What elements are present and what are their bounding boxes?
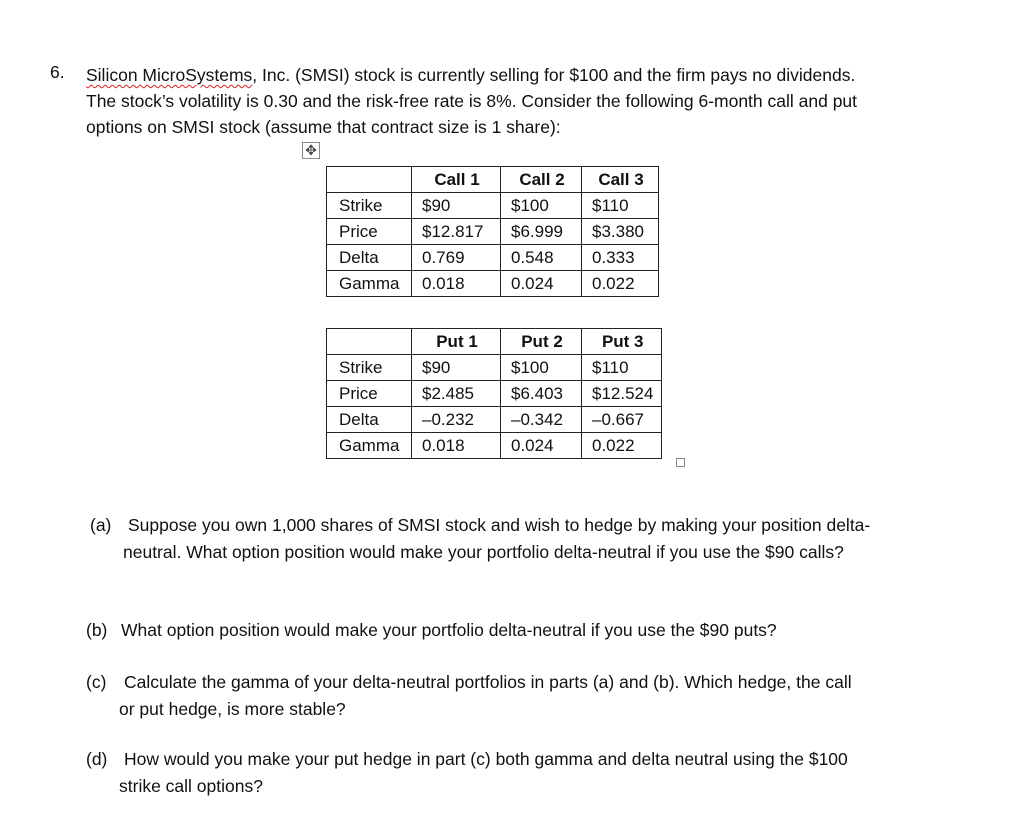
move-arrows-icon[interactable]: ✥	[302, 142, 320, 159]
table-row	[327, 219, 659, 245]
table-cell: $2.485	[412, 381, 501, 407]
table-cell: $110	[582, 193, 659, 219]
header-cell: Put 1	[412, 329, 501, 355]
question-number: 6.	[50, 62, 65, 82]
row-label: Price	[327, 381, 412, 407]
table-cell: –0.232	[412, 407, 501, 433]
row-label: Strike	[327, 355, 412, 381]
part-b	[86, 617, 777, 644]
calls-header-row	[327, 167, 659, 193]
part-a-line-1: Suppose you own 1,000 shares of SMSI stock and wish to hedge by making your position delta-	[128, 515, 871, 535]
table-cell: 0.024	[501, 271, 582, 297]
intro-line-1	[86, 62, 986, 88]
table-cell: $100	[501, 193, 582, 219]
part-c	[86, 669, 852, 723]
row-label: Price	[327, 219, 412, 245]
table-row	[327, 433, 662, 459]
part-d-line-1: How would you make your put hedge in part (c) both gamma and delta neutral using the $100	[124, 749, 848, 769]
table-cell: $90	[412, 355, 501, 381]
table-row	[327, 245, 659, 271]
header-cell	[327, 329, 412, 355]
question-intro	[86, 62, 986, 140]
part-c-tag: (c)	[86, 672, 107, 692]
part-b-line-1: What option position would make your portfolio delta-neutral if you use the $90 puts?	[121, 620, 777, 640]
header-cell: Call 1	[412, 167, 501, 193]
intro-line-1-rest: , Inc. (SMSI) stock is currently selling for $100 and the firm pays no dividends.	[252, 65, 856, 85]
table-cell: 0.333	[582, 245, 659, 271]
row-label: Gamma	[327, 433, 412, 459]
table-cell: 0.022	[582, 271, 659, 297]
table-cell: $6.999	[501, 219, 582, 245]
table-cell: 0.022	[582, 433, 662, 459]
table-cell: –0.667	[582, 407, 662, 433]
header-cell	[327, 167, 412, 193]
row-label: Strike	[327, 193, 412, 219]
header-cell: Put 2	[501, 329, 582, 355]
table-row	[327, 407, 662, 433]
intro-line-2: The stock’s volatility is 0.30 and the risk-free rate is 8%. Consider the following 6-month call and put	[86, 91, 858, 111]
table-row	[327, 381, 662, 407]
company-name-misspelled: Silicon MicroSystems	[86, 65, 253, 85]
table-cell: 0.018	[412, 271, 501, 297]
table-row	[327, 271, 659, 297]
part-d-line-2: strike call options?	[119, 776, 263, 796]
table-cell: $3.380	[582, 219, 659, 245]
header-cell: Put 3	[582, 329, 662, 355]
row-label: Delta	[327, 245, 412, 271]
header-cell: Call 2	[501, 167, 582, 193]
table-cell: –0.342	[501, 407, 582, 433]
part-c-line-2: or put hedge, is more stable?	[119, 699, 346, 719]
table-cell: $12.817	[412, 219, 501, 245]
table-resize-handle[interactable]	[676, 458, 685, 467]
header-cell: Call 3	[582, 167, 659, 193]
part-a	[90, 512, 870, 566]
table-cell: $6.403	[501, 381, 582, 407]
row-label: Gamma	[327, 271, 412, 297]
table-cell: $90	[412, 193, 501, 219]
table-cell: $12.524	[582, 381, 662, 407]
part-a-tag: (a)	[90, 515, 112, 535]
table-cell: 0.018	[412, 433, 501, 459]
intro-line-3: options on SMSI stock (assume that contract size is 1 share):	[86, 117, 561, 137]
part-d-tag: (d)	[86, 749, 108, 769]
table-cell: 0.548	[501, 245, 582, 271]
part-d	[86, 746, 848, 800]
table-cell: 0.024	[501, 433, 582, 459]
part-a-line-2: neutral. What option position would make your portfolio delta-neutral if you use the $90 calls?	[123, 542, 844, 562]
row-label: Delta	[327, 407, 412, 433]
table-row	[327, 193, 659, 219]
part-c-line-1: Calculate the gamma of your delta-neutral portfolios in parts (a) and (b). Which hedge, the call	[124, 672, 852, 692]
table-cell: $100	[501, 355, 582, 381]
part-b-tag: (b)	[86, 620, 108, 640]
table-cell: 0.769	[412, 245, 501, 271]
calls-table	[326, 166, 659, 297]
table-row	[327, 355, 662, 381]
table-cell: $110	[582, 355, 662, 381]
puts-header-row	[327, 329, 662, 355]
puts-table	[326, 328, 662, 459]
